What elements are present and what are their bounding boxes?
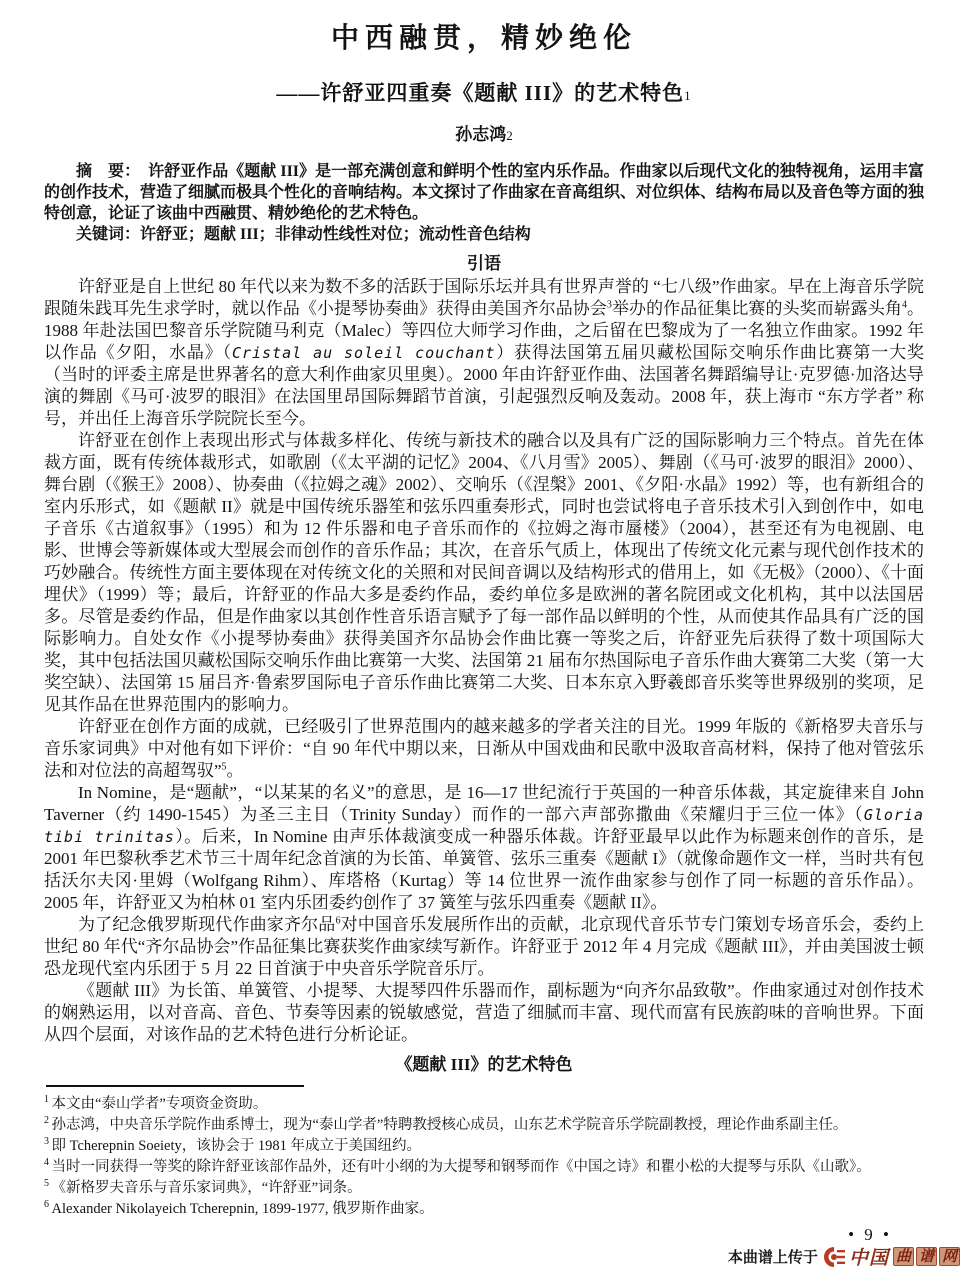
abstract-label: 摘 要： <box>76 163 149 180</box>
text-run: 《题献 III》为长笛、单簧管、小提琴、大提琴四件乐器而作，副标题为“向齐尔品致敬”。作曲家通过对创作技术的娴熟运用，以对音高、音色、节奏等因素的锐敏感觉，营造了细腻而丰富、现代而富有民族韵味的音响世界。下面从四个层面，对该作品的艺术特色进行分析论证。 <box>44 981 924 1044</box>
text-run: 许舒亚在创作方面的成就，已经吸引了世界范围内的越来越多的学者关注的目光。1999 年版的《新格罗夫音乐与音乐家词典》中对他有如下评价：“自 90 年代中期以来，日渐从中国戏曲和民歌中汲取音高材料，保持了他对管弦乐法和对位法的高超驾驭” <box>44 717 924 780</box>
music-site-logo-icon <box>824 1247 846 1267</box>
body-paragraph <box>44 914 924 980</box>
footnotes <box>44 1094 924 1220</box>
body-paragraph <box>44 276 924 430</box>
text-run: 许舒亚在创作上表现出形式与体裁多样化、传统与新技术的融合以及具有广泛的国际影响力三个特点。首先在体裁方面，既有传统体裁形式，如歌剧（《太平湖的记忆》2004、《八月雪》2005）、舞剧（《马可·波罗的眼泪》2000）、舞台剧（《猴王》2008）、协奏曲（《拉姆之魂》2002）、交响乐（《涅槃》2001、《夕阳·水晶》1992）等，也有新组合的室内乐形式，如《题献 II》就是中国传统乐器笙和弦乐四重奏形式，同时也尝试将电子音乐技术引入到创作中，如电子音乐《古道叙事》（1995）和为 12 件乐器和电子音乐而作的《拉姆之海市蜃楼》（2004），甚至还有为电视剧、电影、世博会等新媒体或大型展会而创作的音乐作品；其次，在音乐气质上，体现出了传统文化元素与现代创作技术的巧妙融合。传统性方面主要体现在对传统文化的关照和对民间音调以及结构形式的借用上，如《无极》（2000）、《十面埋伏》（1999）等；最后，许舒亚的作品大多是委约作品，委约单位多是欧洲的著名院团或文化机构，其中以法国居多。尽管是委约作品，但是作曲家以其创作性音乐语言赋予了每一部作品以鲜明的个性，从而使其作品具有广泛的国际影响力。自处女作《小提琴协奏曲》获得美国齐尔品协会作曲比赛一等奖之后，许舒亚先后获得了数十项国际大奖，其中包括法国贝藏松国际交响乐作曲比赛第一大奖、法国第 21 届布尔热国际电子音乐作曲大赛第二大奖（第一大奖空缺）、法国第 15 届吕齐·鲁索罗国际电子音乐作曲比赛第二大奖、日本东京入野羲郎音乐奖等世界级别的奖项，足见其作品在世界范围内的影响力。 <box>44 431 924 714</box>
body-paragraph <box>44 980 924 1046</box>
text-run: 为了纪念俄罗斯现代作曲家齐尔品 <box>78 915 336 934</box>
author-footnote-ref: 2 <box>506 128 513 143</box>
watermark-text: 本曲谱上传于 <box>727 1249 818 1266</box>
footnote-text: Alexander Nikolayeich Tcherepnin, 1899-1977, 俄罗斯作曲家。 <box>51 1201 434 1217</box>
footnote-marker: 3 <box>44 1136 52 1148</box>
section-heading-intro: 引语 <box>467 254 501 273</box>
author <box>44 120 924 145</box>
footnote-item <box>44 1136 924 1157</box>
watermark-site-name: 中国 <box>848 1248 889 1269</box>
text-run: 举办的作品征集比赛的头奖而崭露头角 <box>611 299 902 318</box>
watermark-boxed-char: 网 <box>939 1247 960 1266</box>
watermark-site-suffix <box>891 1247 960 1266</box>
footnote-item <box>44 1094 924 1115</box>
footnote-marker: 2 <box>44 1115 52 1127</box>
subtitle-footnote-ref: 1 <box>684 88 692 103</box>
foreign-title: Cristal au soleil couchant <box>231 344 496 362</box>
text-run: 许舒亚是自上世纪 80 年代以来为数不多的活跃于国际乐坛并具有世界声誉的 “七八级”作曲家。早在上海音乐学院跟随朱践耳先生求学时，就以作品《小提琴协奏曲》获得由美国齐尔品协会 <box>44 277 924 318</box>
keywords-text: 许舒亚；题献 III；非律动性线性对位；流动性音色结构 <box>140 226 531 243</box>
footnote-item <box>44 1115 924 1136</box>
text-run: 。1988 年赴法国巴黎音乐学院随马利克（Malec）等四位大师学习作曲，之后留在巴黎成为了一名独立作曲家。1992 年以作品《夕阳，水晶》（ <box>44 299 925 362</box>
text-run: 。 <box>226 761 244 780</box>
footnote-ref: 4 <box>901 299 907 311</box>
body-paragraph <box>44 782 924 914</box>
text-run: ）。后来，In Nomine 由声乐体裁演变成一种器乐体裁。许舒亚最早以此作为标题来创作的音乐，是 2001 年巴黎秋季艺术节三十周年纪念首演的为长笛、单簧管、弦乐三重奏《题献 I》（就像命题作文一样，当时共有包括沃尔夫冈·里姆（Wolfgang Rihm）、库塔格（Kurtag）等 14 位世界一流作曲家参与创作了同一标题的音乐作品）。2005 年，许舒亚又为柏林 01 室内乐团委约创作了 37 簧笙与弦乐四重奏《题献 II》。 <box>44 827 924 912</box>
keywords <box>44 224 924 245</box>
footnote-marker: 4 <box>44 1157 52 1169</box>
text-run: In Nomine，是“题献”，“以某某的名义”的意思，是 16—17 世纪流行于英国的一种音乐体裁，其定旋律来自 John Taverner（约 1490-1545）为圣三主日（Trinity Sunday）而作的一部六声部弥撒曲《荣耀归于三位一体》（ <box>44 783 924 824</box>
footnote-item <box>44 1178 924 1199</box>
footnote-separator <box>46 1085 304 1087</box>
page-number: • 9 • <box>848 1225 892 1244</box>
footnote-text: 孙志鸿，中央音乐学院作曲系博士，现为“泰山学者”特聘教授核心成员，山东艺术学院音乐学院副教授，理论作曲系副主任。 <box>51 1117 848 1133</box>
footnote-marker: 1 <box>44 1094 52 1106</box>
body-paragraphs <box>44 276 924 1046</box>
footnote-text: 当时一同获得一等奖的除许舒亚该部作品外，还有叶小纲的为大提琴和钢琴而作《中国之诗》和瞿小松的大提琴与乐队《山歌》。 <box>51 1159 871 1175</box>
foreign-title: Gloria tibi trinitas <box>44 806 924 846</box>
watermark-boxed-char: 曲 <box>893 1247 914 1266</box>
footnote-text: 本文由“泰山学者”专项资金资助。 <box>51 1096 268 1112</box>
footnote-item <box>44 1199 924 1220</box>
section-heading-features: 《题献 III》的艺术特色 <box>395 1055 573 1074</box>
footnote-item <box>44 1157 924 1178</box>
footnote-marker: 6 <box>44 1199 52 1211</box>
page-subtitle <box>44 77 924 107</box>
watermark-boxed-char: 谱 <box>916 1247 937 1266</box>
body-paragraph <box>44 430 924 716</box>
footnote-ref: 6 <box>335 915 341 927</box>
keywords-label: 关键词： <box>76 226 141 243</box>
page-title: 中西融贯，精妙绝伦 <box>330 23 637 54</box>
footnote-ref: 5 <box>221 761 227 773</box>
subtitle-text: ——许舒亚四重奏《题献 III》的艺术特色 <box>276 81 685 105</box>
body-paragraph <box>44 716 924 782</box>
footnote-text: 即 Tcherepnin Soeiety，该协会于 1981 年成立于美国纽约。 <box>51 1138 422 1154</box>
text-run: 对中国音乐发展所作出的贡献，北京现代音乐节专门策划专场音乐会，委约上世纪 80 年代“齐尔品协会”作品征集比赛获奖作曲家续写新作。许舒亚于 2012 年 4 月完成《题献 III》，并由美国波士顿恐龙现代室内乐团于 5 月 22 日首演于中央音乐学院音乐厅。 <box>44 915 925 978</box>
footnote-ref: 3 <box>606 299 612 311</box>
text-run: ）获得法国第五届贝藏松国际交响乐作曲比赛第一大奖（当时的评委主席是世界著名的意大利作曲家贝里奥）。2000 年由许舒亚作曲、法国著名舞蹈编导让·克罗德·加洛达导演的舞剧《马可·波罗的眼泪》在法国里昂国际舞蹈节首演，引起强烈反响及轰动。2008 年，获上海市 “东方学者” 称号，并出任上海音乐学院院长至今。 <box>44 343 925 428</box>
footnote-marker: 5 <box>44 1178 52 1190</box>
watermark <box>728 1243 960 1270</box>
abstract-text: 许舒亚作品《题献 III》是一部充满创意和鲜明个性的室内乐作品。作曲家以后现代文化的独特视角，运用丰富的创作技术，营造了细腻而极具个性化的音响结构。本文探讨了作曲家在音高组织、对位织体、结构布局以及音色等方面的独特创意，论证了该曲中西融贯、精妙绝伦的艺术特色。 <box>44 163 925 222</box>
footnote-text: 《新格罗夫音乐与音乐家词典》，“许舒亚”词条。 <box>51 1180 362 1196</box>
abstract <box>44 161 924 224</box>
author-name: 孙志鸿 <box>455 125 507 144</box>
